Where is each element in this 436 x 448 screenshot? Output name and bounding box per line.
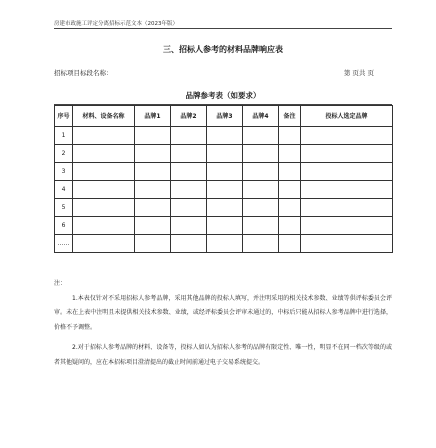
cell-selected-brand[interactable] [301,217,393,235]
cell-selected-brand[interactable] [301,181,393,199]
cell-selected-brand[interactable] [301,235,393,253]
cell-remarks[interactable] [279,163,301,181]
cell-brand-3[interactable] [207,127,243,145]
cell-remarks[interactable] [279,181,301,199]
row-number: …… [55,235,73,253]
cell-brand-1[interactable] [135,217,171,235]
cell-brand-1[interactable] [135,235,171,253]
cell-material[interactable] [73,127,135,145]
row-number: 5 [55,199,73,217]
col-header-brand-4: 品牌4 [243,106,279,127]
cell-brand-3[interactable] [207,235,243,253]
row-number: 6 [55,217,73,235]
notes-section [54,277,392,370]
table-row [55,163,393,181]
table-row [55,199,393,217]
cell-brand-1[interactable] [135,181,171,199]
cell-brand-3[interactable] [207,199,243,217]
cell-brand-4[interactable] [243,199,279,217]
table-header-row [55,106,393,127]
cell-selected-brand[interactable] [301,199,393,217]
cell-brand-3[interactable] [207,181,243,199]
col-header-selected-brand: 投标人选定品牌 [301,106,393,127]
cell-remarks[interactable] [279,199,301,217]
cell-brand-2[interactable] [171,127,207,145]
cell-material[interactable] [73,235,135,253]
col-header-brand-3: 品牌3 [207,106,243,127]
table-row [55,235,393,253]
cell-selected-brand[interactable] [301,127,393,145]
col-header-brand-1: 品牌1 [135,106,171,127]
note-paragraph-2: 2.对于招标人参考品牌的材料、设备等，投标人如认为招标人参考的品牌有限定性、唯一性，明显不在同一档次等级的或者其他疑问的，应在本招标项目澄清提出的截止时间前通过电子交易系统提交。 [54,344,392,366]
note-paragraph-1: 1.本表仅针对不采用招标人参考品牌，采用其他品牌的投标人填写，并注明采用的相关技术参数、业绩等供评标委员会评审。未在上表中注明且未提供相关技术参数、业绩，或经评标委员会评审未通过的，中标后只能从招标人参考品牌中进行选择，价格不予调整。 [54,294,392,331]
cell-remarks[interactable] [279,145,301,163]
cell-material[interactable] [73,181,135,199]
cell-brand-3[interactable] [207,163,243,181]
project-name-label: 招标项目标段名称： [54,69,113,77]
col-header-material: 材料、设备名称 [73,106,135,127]
table-row [55,145,393,163]
notes-label: 注： [54,280,67,287]
cell-material[interactable] [73,145,135,163]
cell-brand-1[interactable] [135,145,171,163]
table-row [55,181,393,199]
section-title: 三、招标人参考的材料品牌响应表 [163,45,283,54]
col-header-remarks: 备注 [279,106,301,127]
cell-material[interactable] [73,199,135,217]
header-rule [54,28,392,29]
cell-brand-2[interactable] [171,217,207,235]
cell-selected-brand[interactable] [301,163,393,181]
cell-brand-2[interactable] [171,235,207,253]
cell-brand-1[interactable] [135,163,171,181]
cell-brand-4[interactable] [243,163,279,181]
cell-brand-1[interactable] [135,127,171,145]
cell-remarks[interactable] [279,217,301,235]
table-row [55,217,393,235]
row-number: 1 [55,127,73,145]
cell-brand-2[interactable] [171,145,207,163]
cell-brand-3[interactable] [207,217,243,235]
brand-reference-table [54,105,393,253]
cell-brand-1[interactable] [135,199,171,217]
cell-brand-4[interactable] [243,181,279,199]
cell-brand-2[interactable] [171,181,207,199]
row-number: 4 [55,181,73,199]
cell-brand-4[interactable] [243,235,279,253]
cell-remarks[interactable] [279,235,301,253]
cell-brand-2[interactable] [171,199,207,217]
page-count: 第 页共 页 [343,69,374,77]
table-title: 品牌参考表（如要求） [185,91,261,100]
cell-remarks[interactable] [279,127,301,145]
col-header-seq: 序号 [55,106,73,127]
row-number: 2 [55,145,73,163]
cell-brand-4[interactable] [243,217,279,235]
cell-selected-brand[interactable] [301,145,393,163]
cell-material[interactable] [73,163,135,181]
cell-brand-4[interactable] [243,145,279,163]
row-number: 3 [55,163,73,181]
cell-material[interactable] [73,217,135,235]
cell-brand-4[interactable] [243,127,279,145]
table-row [55,127,393,145]
document-header: 房建市政施工评定分离招标示范文本（2023年版） [54,21,178,27]
col-header-brand-2: 品牌2 [171,106,207,127]
cell-brand-3[interactable] [207,145,243,163]
cell-brand-2[interactable] [171,163,207,181]
